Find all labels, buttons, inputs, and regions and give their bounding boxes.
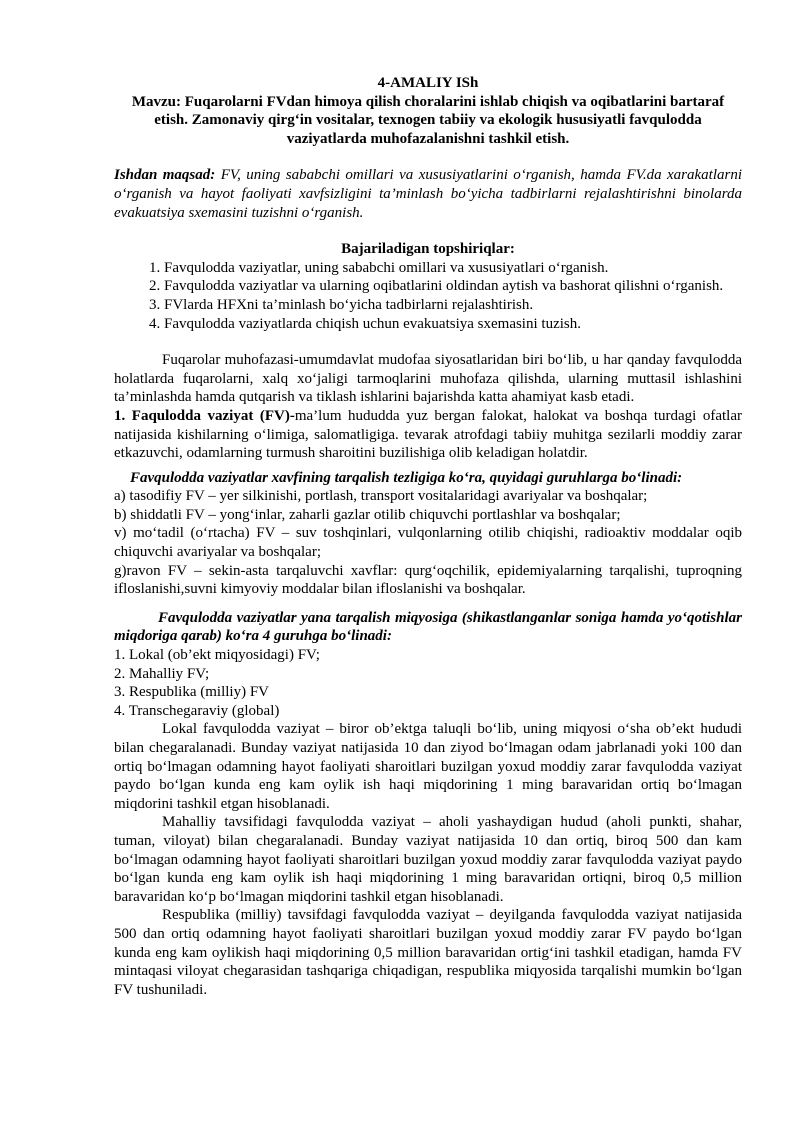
list-item: 2. Favqulodda vaziyatlar va ularning oqibatlarini oldindan aytish va bashorat qilishni o‘rganish.: [164, 277, 742, 296]
tasks-title: Bajariladigan topshiriqlar:: [341, 241, 515, 258]
definition-text: ma’lum hududda yuz bergan falokat, halokat va boshqa turdagi ofatlar natijasida kishilarning o‘limiga, salomatligiga. tevarak atrofdagi tabiiy muhitga sezilarli moddiy zarar etkazuvchi, odamlarning turmush sharoitini buzilishiga olib keladigan holatdir.: [114, 407, 743, 462]
scale-list: [114, 646, 742, 720]
speed-list: [114, 487, 742, 599]
scale-title: Favqulodda vaziyatlar yana tarqalish miqyosiga (shikastlanganlar soniga hamda yo‘qotishlar miqdoriga qarab) ko‘ra 4 guruhga bo‘linadi:: [114, 609, 742, 645]
document-number: 4-AMALIY ISh: [377, 75, 479, 91]
local-emergency-paragraph: Lokal favqulodda vaziyat – biror ob’ektga taluqli bo‘lib, uning miqyosi o‘sha ob’ekt hududi bilan chegaralanadi. Bunday vaziyat natijasida 10 dan ziyod bo‘lmagan odam jabrlanadi yoki 100 dan ortiq bo‘lmagan odamning hayot faoliyati sharoitlari buzilgan yoxud moddiy zarar favqulodda vaziyat paydo bo‘lgan kunda eng kam oylik ish haqi miqdorining 1 ming baravaridan ortiq bo‘lmagan miqdorini tashkil etgan hisoblanadi.: [114, 721, 742, 812]
list-item: a) tasodifiy FV – yer silkinishi, portlash, transport vositalaridagi avariyalar va boshqalar;: [114, 488, 648, 505]
speed-title: Favqulodda vaziyatlar xavfining tarqalish tezligiga ko‘ra, quyidagi guruhlarga bo‘linadi:: [130, 469, 683, 486]
national-emergency-paragraph: Respublika (milliy) tavsifdagi favqulodda vaziyat – deyilganda favqulodda vaziyat natijasida 500 dan ortiq odamning hayot faoliyati sharoitlari buzilgan yoxud moddiy zarar FV paydo bo‘lgan kunda eng kam oylikish haqi miqdorining 0,5 million baravaridan ortig‘ini tashkil etadigan, hamda FV mintaqasi viloyat chegarasidan tashqariga chiqadigan, respublika miqyosida tarqalishi mumkin bo‘lgan FV tushuniladi.: [114, 907, 742, 998]
list-item: 4. Favqulodda vaziyatlarda chiqish uchun evakuatsiya sxemasini tuzish.: [164, 315, 742, 334]
goal-text: FV, uning sababchi omillari va xususiyatlarini o‘rganish, hamda FV.da xarakatlarni o‘rganish va hayot faoliyati xavfsizligini ta’minlash bo‘yicha tadbirlarni rejalashtirishni binolarda evakuatsiya sxemasini tuzishni o‘rganish.: [114, 167, 743, 221]
list-item: 3. FVlarda HFXni ta’minlash bo‘yicha tadbirlarni rejalashtirish.: [164, 296, 742, 315]
regional-emergency-paragraph: Mahalliy tavsifidagi favqulodda vaziyat – aholi yashaydigan hudud (aholi punkti, shahar, tuman, viloyat) bilan chegaralanadi. Bunday vaziyat natijasida 10 dan ortiq, biroq 500 dan kam bo‘lmagan odamning hayot faoliyati sharoitlari buzilgan yoxud moddiy zarar favqulodda vaziyat paydo bo‘lgan kunda eng kam oylik ish haqi miqdorining 1 ming baravaridan ortiqni, biroq 0,5 million baravaridan ko‘p bo‘lmagan miqdorini tashkil etgan hisoblanadi.: [114, 814, 742, 905]
tasks-list: [114, 259, 742, 333]
document-topic: Mavzu: Fuqarolarni FVdan himoya qilish choralarini ishlab chiqish va oqibatlarini bartaraf etish. Zamonaviy qirg‘in vositalar, texnogen tabiiy va ekologik hususiyatli favqulodda vaziyatlarda muhofazalanishni tashkil etish.: [131, 93, 725, 147]
definition-paragraph: [114, 407, 742, 463]
list-item: v) mo‘tadil (o‘rtacha) FV – suv toshqinlari, vulqonlarning otilib chiqishi, radioaktiv moddalar oqib chiquvchi avariyalar va boshqalar;: [114, 525, 742, 561]
list-item: 1. Lokal (ob’ekt miqyosidagi) FV;: [114, 647, 320, 664]
list-item: 2. Mahalliy FV;: [114, 665, 210, 682]
intro-paragraph: Fuqarolar muhofazasi-umumdavlat mudofaa siyosatlaridan biri bo‘lib, u har qanday favqulodda holatlarda fuqarolarni, xalq xo‘jaligi tarmoqlarini muhofaza qilishda, ularning muttasil ishlashini ta’minlashda hamda qutqarish va tiklash ishlarini bajarishda katta ahamiyat kasb etadi.: [114, 352, 742, 406]
list-item: g)ravon FV – sekin-asta tarqaluvchi xavflar: qurg‘oqchilik, epidemiyalarning tarqalishi, tuproqning ifloslanishi,suvni kimyoviy moddalar bilan ifloslanishi va boshqalar.: [114, 562, 742, 598]
document-page: [114, 74, 742, 999]
definition-term: 1. Faqulodda vaziyat (FV)-: [114, 407, 295, 424]
list-item: 4. Transchegaraviy (global): [114, 702, 280, 719]
list-item: b) shiddatli FV – yong‘inlar, zaharli gazlar otilib chiquvchi portlashlar va boshqalar;: [114, 506, 621, 523]
list-item: 3. Respublika (milliy) FV: [114, 684, 269, 701]
goal-paragraph: [114, 166, 742, 222]
goal-label: Ishdan maqsad:: [114, 167, 216, 184]
list-item: 1. Favqulodda vaziyatlar, uning sababchi omillari va xususiyatlari o‘rganish.: [164, 259, 742, 278]
